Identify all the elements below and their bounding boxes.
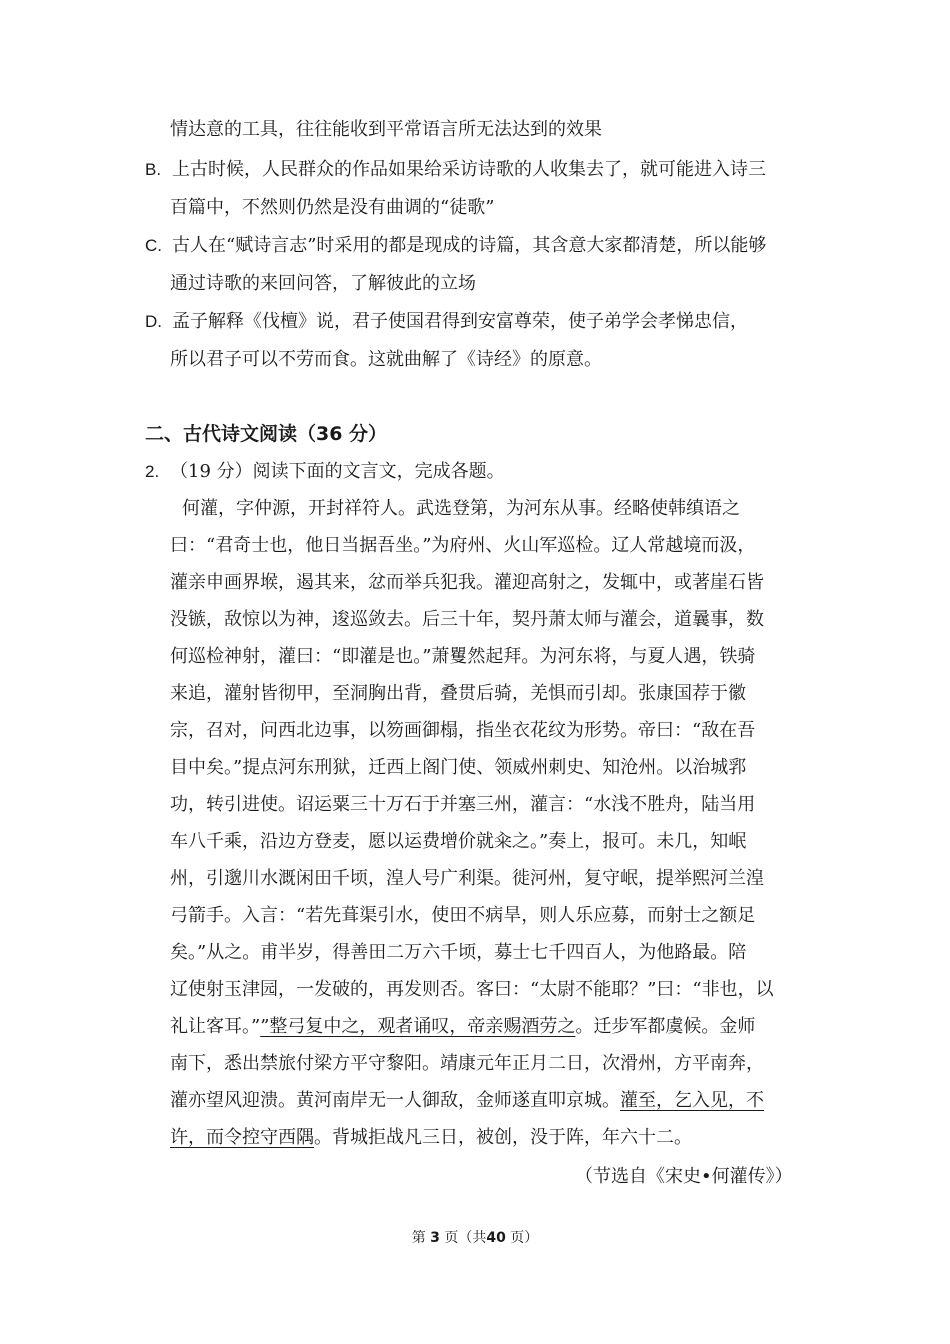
passage-line-5: 何巡检神射，灌曰：“即灌是也。”萧矍然起拜。为河东将，与夏人遇，铁骑 <box>170 646 756 667</box>
passage-line-17-start: 灌亦望风迎溃。黄河南岸无一人御敌，金师遂直叩京城。 <box>170 1090 620 1111</box>
passage-line-15 <box>170 1015 755 1039</box>
option-b-letter: B. <box>145 160 162 179</box>
passage-line-18 <box>170 1126 692 1150</box>
option-b-line-2: 百篇中，不然则仍然是没有曲调的“徒歌” <box>170 197 495 218</box>
footer-total-pages: 40 <box>486 1230 506 1246</box>
underlined-sentence-1: ”整弓复中之，观者诵叹，帝亲赐酒劳之 <box>260 1016 576 1037</box>
question-number: 2. <box>145 462 160 481</box>
option-d-line-1: 孟子解释《伐檀》说，君子使国君得到安富尊荣，使子弟学会孝悌忠信， <box>172 311 748 332</box>
footer-suffix: 页） <box>510 1230 539 1246</box>
passage-line-13: 矣。”从之。甫半岁，得善田二万六千顷，募士七千四百人，为他路最。陪 <box>170 942 747 963</box>
footer-mid: 页（共 <box>444 1230 487 1246</box>
page-footer <box>0 1228 950 1248</box>
passage-line-6: 来追，灌射皆彻甲，至洞胸出背，叠贯后骑，羌惧而引却。张康国荐于徽 <box>170 683 746 704</box>
option-d-letter: D. <box>145 312 162 331</box>
option-a-continuation: 情达意的工具，往往能收到平常语言所无法达到的效果 <box>170 119 602 140</box>
option-c-line-2: 通过诗歌的来回问答，了解彼此的立场 <box>170 273 476 294</box>
section-heading: 二、古代诗文阅读（36 分） <box>145 423 388 445</box>
passage-line-4: 没镞，敌惊以为神，逡巡敛去。后三十年，契丹萧太师与灌会，道曩事，数 <box>170 609 764 630</box>
passage-line-17 <box>170 1089 764 1113</box>
question-prompt: （19 分）阅读下面的文言文，完成各题。 <box>170 461 505 482</box>
passage-line-7: 宗，召对，问西北边事，以笏画御榻，指坐衣花纹为形势。帝曰：“敌在吾 <box>170 720 756 741</box>
passage-line-14: 辽使射玉津园，一发破的，再发则否。客曰：“太尉不能耶？”曰：“非也，以 <box>170 979 774 1000</box>
option-d-line-2: 所以君子可以不劳而食。这就曲解了《诗经》的原意。 <box>170 349 602 370</box>
passage-line-15-start: 礼让客耳。” <box>170 1016 261 1037</box>
footer-page-number: 3 <box>430 1230 440 1246</box>
passage-line-1: 何灌，字仲源，开封祥符人。武选登第，为河东从事。经略使韩缜语之 <box>182 498 740 519</box>
option-b-line-1: 上古时候，人民群众的作品如果给采访诗歌的人收集去了，就可能进入诗三 <box>172 159 766 180</box>
passage-line-12: 弓箭手。入言：“若先葺渠引水，使田不病旱，则人乐应募，而射士之额足 <box>170 905 756 926</box>
passage-line-10: 车八千乘，沿边方登麦，愿以运费增价就籴之。”奏上，报可。未几，知岷 <box>170 831 747 852</box>
passage-line-11: 州，引邈川水溉闲田千顷，湟人号广利渠。徙河州，复守岷，提举熙河兰湟 <box>170 868 764 889</box>
passage-line-18-end: 。背城拒战凡三日，被创，没于阵，年六十二。 <box>314 1127 692 1148</box>
passage-line-2: 曰：“君奇士也，他日当据吾坐。”为府州、火山军巡检。辽人常越境而汲， <box>170 535 756 556</box>
option-c-letter: C. <box>145 236 162 255</box>
option-c-line-1: 古人在“赋诗言志”时采用的都是现成的诗篇，其含意大家都清楚，所以能够 <box>172 235 767 256</box>
passage-line-16: 南下，悉出禁旅付梁方平守黎阳。靖康元年正月二日，次滑州，方平南奔， <box>170 1053 764 1074</box>
underlined-sentence-2-part-1: 灌至，乞入见，不 <box>620 1090 764 1111</box>
passage-line-9: 功，转引进使。诏运粟三十万石于并塞三州，灌言：“水浅不胜舟，陆当用 <box>170 794 756 815</box>
passage-line-8: 目中矣。”提点河东刑狱，迁西上阁门使、领威州刺史、知沧州。以治城郛 <box>170 757 747 778</box>
passage-line-3: 灌亲申画界堠，遏其来，忿而举兵犯我。灌迎高射之，发辄中，或著崖石皆 <box>170 572 764 593</box>
passage-line-15-end: 。迁步军都虞候。金师 <box>575 1016 756 1037</box>
underlined-sentence-2-part-2: 许，而令控守西隅 <box>170 1127 314 1148</box>
passage-source: （节选自《宋史•何灌传》） <box>575 1166 793 1187</box>
footer-prefix: 第 <box>411 1230 426 1246</box>
